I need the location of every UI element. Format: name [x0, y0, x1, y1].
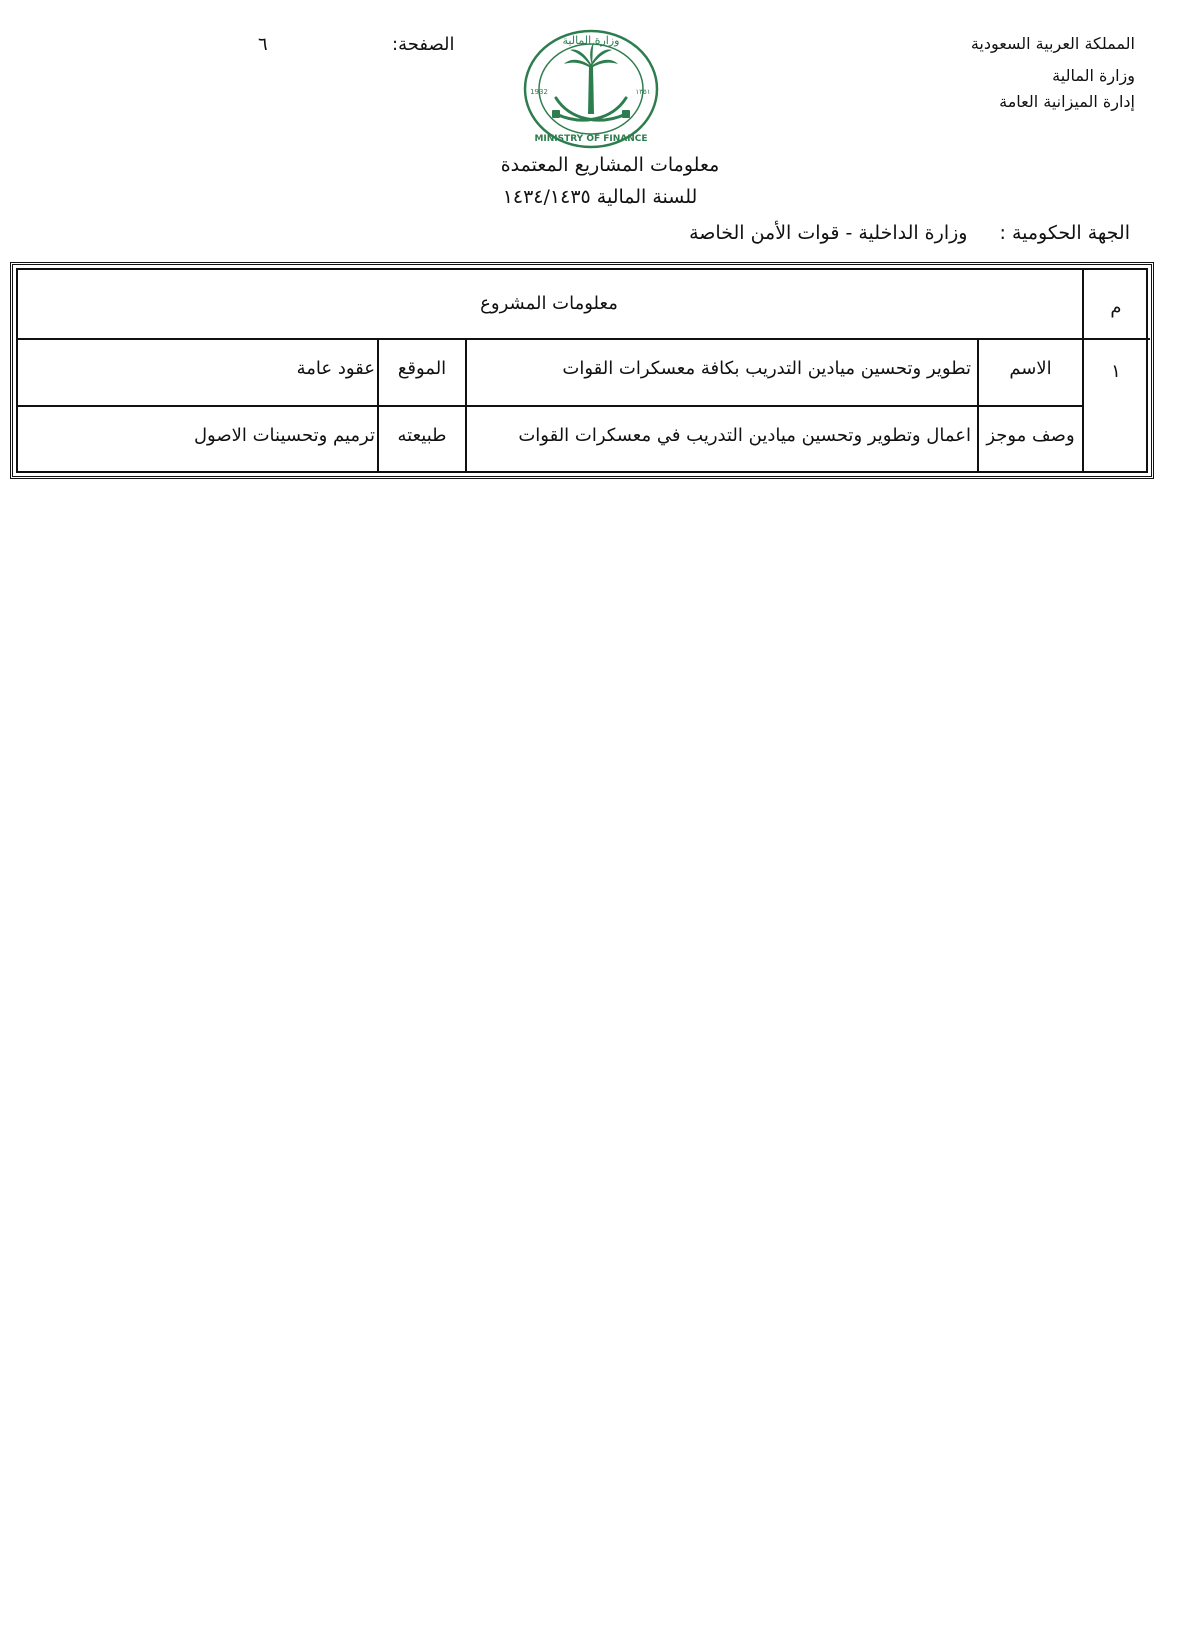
column-header-number: م — [1110, 297, 1122, 318]
location-value: عقود عامة — [296, 358, 375, 379]
agency-label: الجهة الحكومية : — [999, 222, 1130, 244]
nature-value: ترميم وتحسينات الاصول — [193, 425, 375, 446]
document-title — [0, 154, 1200, 176]
name-value: تطوير وتحسين ميادين التدريب بكافة معسكرات القوات — [562, 358, 971, 379]
seal-arc-text-top: وزارة المالية — [562, 34, 620, 47]
seal-year-right: ١٣٥١ — [635, 88, 651, 96]
page-label: الصفحة: — [392, 34, 455, 55]
nature-label: طبيعته — [397, 425, 447, 446]
title-main: معلومات المشاريع المعتمدة — [500, 154, 720, 176]
location-label: الموقع — [397, 358, 447, 379]
ministry-of-finance-seal-icon — [522, 28, 660, 150]
government-agency-line — [689, 222, 1130, 244]
title-fiscal-year: للسنة المالية ١٤٣٤/١٤٣٥ — [502, 186, 698, 208]
row-number: ١ — [1111, 361, 1121, 382]
header-department: إدارة الميزانية العامة — [999, 92, 1135, 111]
header-ministry: وزارة المالية — [1052, 66, 1135, 85]
description-value: اعمال وتطوير وتحسين ميادين التدريب في معسكرات القوات — [518, 425, 971, 446]
project-info-table — [10, 262, 1154, 479]
name-label: الاسم — [1009, 358, 1052, 379]
description-label: وصف موجز — [986, 425, 1075, 446]
document-subtitle — [0, 186, 1200, 208]
seal-arc-text-bottom: MINISTRY OF FINANCE — [534, 134, 648, 144]
header-kingdom: المملكة العربية السعودية — [970, 34, 1135, 53]
section-header-project-info: معلومات المشروع — [480, 293, 618, 314]
agency-value: وزارة الداخلية - قوات الأمن الخاصة — [689, 222, 968, 244]
page-number: ٦ — [258, 34, 268, 55]
seal-year-left: 1932 — [530, 88, 548, 96]
